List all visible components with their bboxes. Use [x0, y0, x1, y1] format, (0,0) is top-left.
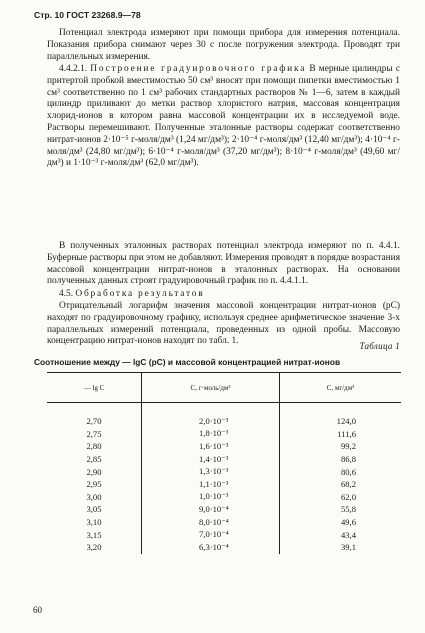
table-cell: 1,8·10⁻³ — [142, 428, 280, 441]
table-cell: 1,4·10⁻³ — [142, 453, 280, 466]
table-cell: 62,0 — [280, 491, 402, 504]
section-number: 4.4.2.1. — [59, 64, 88, 74]
section-4-5 — [47, 289, 400, 301]
table-row — [47, 465, 401, 478]
table-caption: Таблица 1 — [359, 341, 400, 351]
table-cell: 2,0·10⁻³ — [142, 403, 280, 428]
table-row — [47, 516, 401, 529]
section-body: В мерные цилиндры с притертой пробкой вместимостью 50 см³ вносят при помощи пипетки вместимостью 1 см³ соответственно по 1 см³ рабочих стандартных растворов № 1—6, затем в каждый цилиндр приливают до метки раствор хлористого натрия, массовая концентрация хлорид-ионов в котором равна массовой концентрации их в исследуемой воде. Растворы перемешивают. Полученные эталонные растворы содержат соответственно нитрат-ионов 2·10⁻⁵ г-моля/дм³ (1,24 мг/дм³); 2·10⁻⁴ г-моля/дм³ (12,40 мг/дм³); 4·10⁻⁴ г-моля/дм³ (24,80 мг/дм³); 6·10⁻⁴ г-моля/дм³ (37,20 мг/дм³); 8·10⁻⁴ г-моля/дм³ (49,60 мг/дм³) и 1·10⁻³ г-моля/дм³ (62,0 мг/дм³). — [47, 64, 401, 169]
table-cell: 8,0·10⁻⁴ — [142, 516, 280, 529]
paragraph-measurement: Потенциал электрода измеряют при помощи прибора для измерения потенциала. Показания прибора снимают через 30 с после погружения электрода. Проводят три параллельных измерения. — [47, 28, 400, 62]
table-cell: 1,1·10⁻³ — [142, 478, 280, 491]
table-cell: 3,15 — [86, 529, 102, 540]
table-row — [47, 440, 401, 453]
table-cell: 7,0·10⁻⁴ — [142, 528, 280, 541]
table-cell: 1,0·10⁻³ — [142, 491, 280, 504]
table-cell: 68,2 — [280, 478, 402, 491]
table-cell: 2,90 — [86, 466, 102, 477]
table-cell: 55,8 — [280, 503, 402, 516]
table-cell: 86,8 — [280, 453, 402, 466]
table-row — [47, 453, 401, 466]
table-row — [47, 428, 401, 441]
table-cell: 39,1 — [280, 541, 402, 554]
table-cell: 1,3·10⁻³ — [142, 465, 280, 478]
table-cell: 2,80 — [86, 441, 102, 452]
page-header: Стр. 10 ГОСТ 23268.9—78 — [34, 10, 141, 20]
section-title: Построение градуировочного графика — [90, 64, 307, 74]
table-cell: 99,2 — [280, 440, 402, 453]
table-cell: 9,0·10⁻⁴ — [142, 503, 280, 516]
table-cell: 3,05 — [86, 504, 102, 515]
table-cell: 111,6 — [280, 428, 402, 441]
table-cell: 2,95 — [86, 479, 102, 490]
section-title: Обработка результатов — [75, 289, 205, 299]
table-cell: 6,3·10⁻⁴ — [142, 541, 280, 554]
table-cell: 3,20 — [86, 542, 102, 553]
table-row — [47, 478, 401, 491]
data-table — [47, 372, 401, 554]
table-cell: 80,6 — [280, 465, 402, 478]
table-row — [47, 491, 401, 504]
column-header: C, мг/дм³ — [280, 373, 402, 403]
section-4-4-2-1 — [47, 64, 400, 170]
table-cell: 43,4 — [280, 528, 402, 541]
table-row — [47, 503, 401, 516]
table-cell: 2,70 — [86, 416, 102, 427]
section-number: 4.5. — [59, 289, 74, 299]
table-title: Соотношение между — lgC (pC) и массовой концентрацией нитрат-ионов — [34, 357, 341, 367]
table-row — [47, 541, 401, 554]
table-cell: 1,6·10⁻³ — [142, 440, 280, 453]
table-header-row — [47, 373, 401, 403]
table-cell: 2,75 — [86, 428, 102, 439]
table-row — [47, 528, 401, 541]
column-header: — lg C — [47, 373, 142, 403]
table-row — [47, 403, 401, 428]
paragraph-etalon: В полученных эталонных растворах потенциал электрода измеряют по п. 4.4.1. Буферные растворы при этом не добавляют. Измерения проводят в порядке возрастания массовой концентрации нитрат-ионов в эталонных растворах. На основании полученных данных строят градуировочный график по п. 4.4.1.1. — [47, 241, 400, 287]
table-cell: 3,00 — [86, 491, 102, 502]
paragraph-processing: Отрицательный логарифм значения массовой концентрации нитрат-ионов (pC) находят по градуировочному графику, используя среднее арифметическое значение 3-х параллельных измерений потенциала, проведенных из одной пробы. Массовую концентрацию нитрат-ионов находят по табл. 1. — [47, 301, 400, 347]
table-cell: 49,6 — [280, 516, 402, 529]
table-cell: 3,10 — [86, 517, 102, 528]
table-cell: 124,0 — [280, 403, 402, 428]
page-number: 60 — [33, 605, 42, 615]
column-header: C, г·моль/дм³ — [142, 373, 280, 403]
table-cell: 2,85 — [86, 454, 102, 465]
